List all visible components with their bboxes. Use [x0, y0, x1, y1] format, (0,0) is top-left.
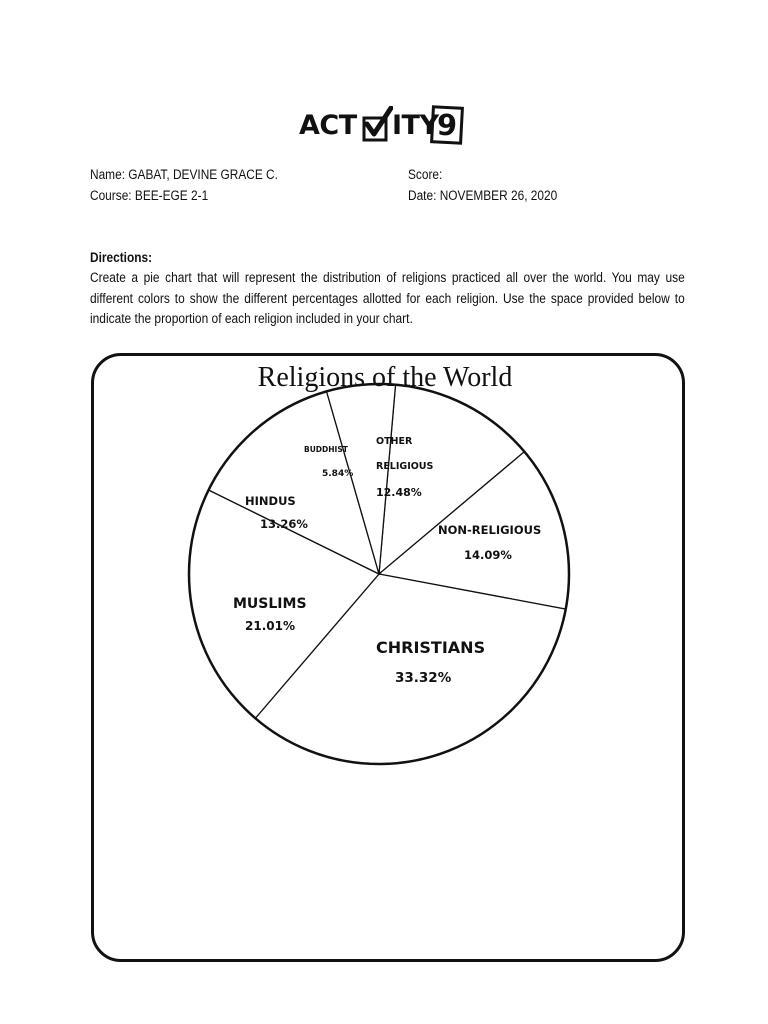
label-christians: CHRISTIANS — [376, 638, 486, 657]
value-buddhist: 5.84% — [322, 469, 354, 479]
label-other-religious-line1: OTHER — [376, 436, 413, 447]
label-hindus: HINDUS — [245, 494, 296, 508]
label-other-religious-line2: RELIGIOUS — [376, 461, 434, 472]
label-muslims: MUSLIMS — [233, 596, 307, 612]
activity-number: 9 — [430, 105, 464, 145]
logo-text-part1: ACT — [299, 110, 357, 141]
value-hindus: 13.26% — [260, 517, 308, 531]
logo-text-part2: ITY — [392, 110, 439, 141]
label-non-religious: NON-RELIGIOUS — [438, 523, 542, 537]
label-buddhist: BUDDHIST — [304, 445, 348, 454]
value-christians: 33.32% — [395, 670, 452, 686]
value-muslims: 21.01% — [245, 619, 295, 633]
value-other-religious: 12.48% — [376, 486, 422, 499]
score: Score: — [408, 167, 443, 182]
chart-title: Religions of the World — [257, 362, 513, 393]
value-non-religious: 14.09% — [464, 548, 512, 562]
course: Course: BEE-EGE 2-1 — [90, 188, 209, 203]
directions-heading: Directions: — [90, 250, 153, 265]
student-name: Name: GABAT, DEVINE GRACE C. — [90, 167, 278, 182]
directions-text: Create a pie chart that will represent the distribution of religions practiced all over the world. You may use different colors to show the different percentages allotted for each religion. Use the space provided below to indicate the proportion of each religion included in your chart. — [90, 270, 685, 326]
date: Date: NOVEMBER 26, 2020 — [408, 188, 558, 203]
